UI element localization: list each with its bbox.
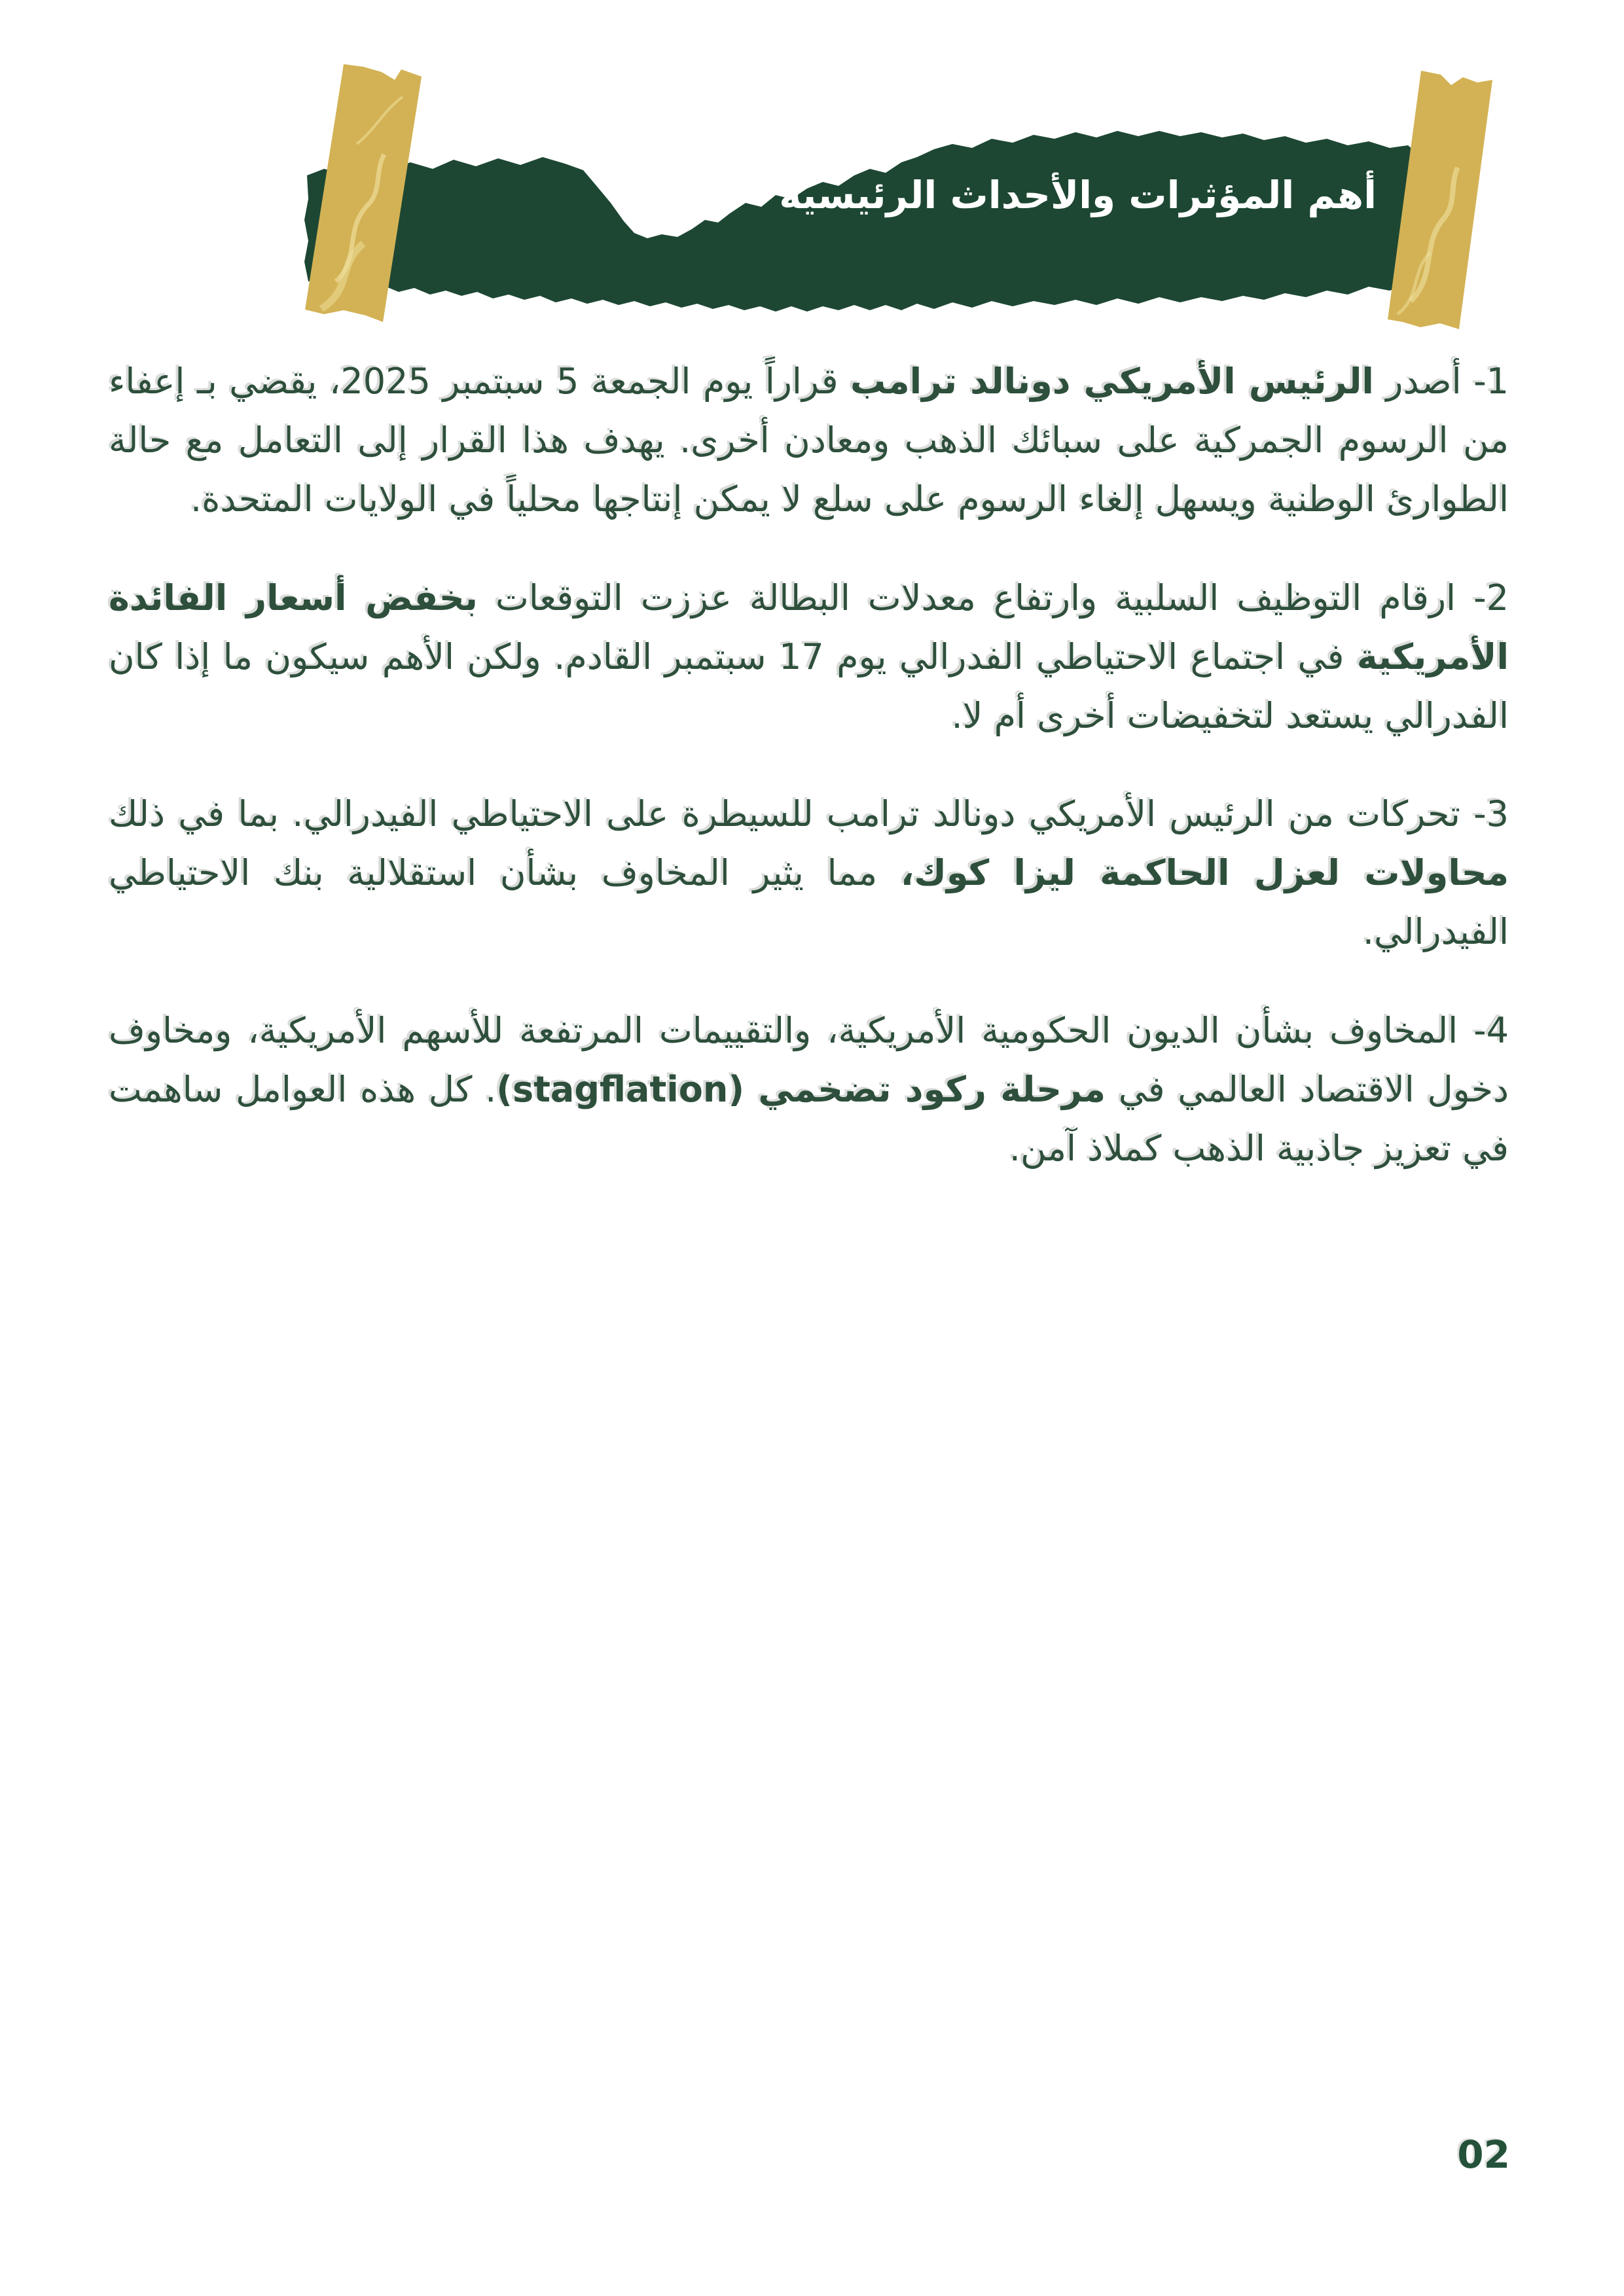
header-banner [298,65,1496,334]
text-run: قراراً يوم الجمعة 5 سبتمبر 2025، يقضي بـ إعفاء من الرسوم الجمركية على سبائك الذهب ومعادن أخرى. يهدف هذا القرار إلى التعامل مع حالة الطوارئ الوطنية ويسهل إلغاء الرسوم على سلع لا يمكن إنتاجها محلياً في الولايات المتحدة. [109,361,1509,520]
text-run: في اجتماع الاحتياطي الفدرالي يوم 17 سبتمبر القادم. ولكن الأهم سيكون ما إذا كان الفدرالي يستعد لتخفيضات أخرى أم لا. [109,636,1509,736]
paragraph-3 [109,785,1509,962]
page-title: أهم المؤثرات والأحداث الرئيسية [779,173,1377,217]
page-number: 02 [1457,2132,1510,2177]
bold-text-run: بخفض أسعار الفائدة الأمريكية [109,577,1509,677]
bold-text-run: الرئيس الأمريكي دونالد ترامب [850,361,1374,402]
text-run: 4- المخاوف بشأن الديون الحكومية الأمريكية، والتقييمات المرتفعة للأسهم الأمريكية، ومخاوف دخول الاقتصاد العالمي في [109,1009,1509,1110]
text-run: 3- تحركات من الرئيس الأمريكي دونالد ترامب للسيطرة على الاحتياطي الفيدرالي. بما في ذلك [109,793,1509,835]
paragraph-4 [109,1001,1509,1179]
paragraph-2 [109,569,1509,746]
bold-text-run: مرحلة ركود تضخمي (stagflation) [496,1068,1106,1110]
paragraph-1 [109,352,1509,529]
bold-text-run: محاولات لعزل الحاكمة ليزا كوك، [900,852,1509,894]
text-run: 2- ارقام التوظيف السلبية وارتفاع معدلات البطالة عززت التوقعات [477,577,1509,619]
text-run: 1- أصدر [1373,361,1509,402]
text-run: مما يثير المخاوف بشأن استقلالية بنك الاحتياطي الفيدرالي. [109,852,1509,953]
article-body [109,352,1509,1217]
text-run: . كل هذه العوامل ساهمت في تعزيز جاذبية الذهب كملاذ آمن. [109,1068,1509,1169]
